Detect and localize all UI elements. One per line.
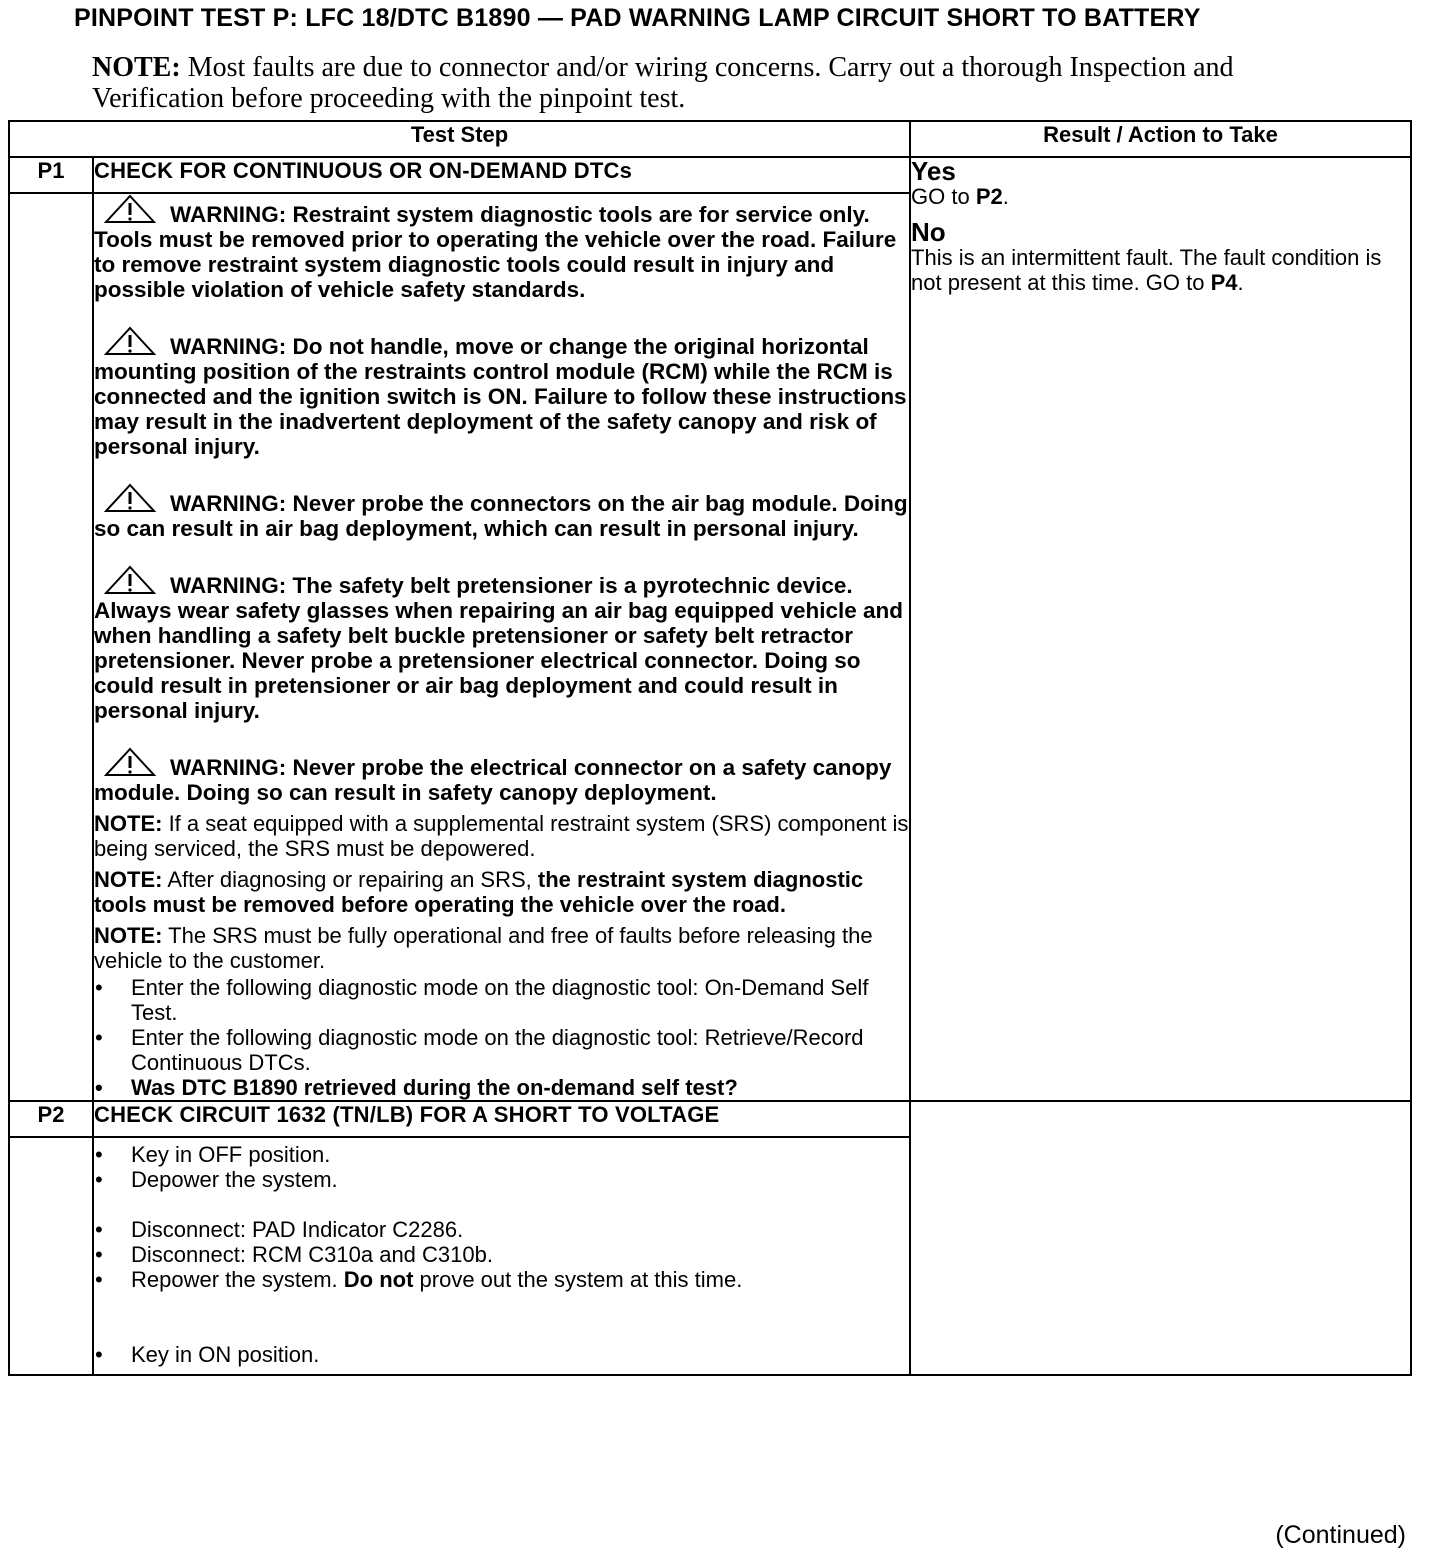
page-title: PINPOINT TEST P: LFC 18/DTC B1890 — PAD WARNING LAMP CIRCUIT SHORT TO BATTERY — [74, 4, 1201, 32]
link-p4: P4 — [1210, 270, 1238, 295]
list-item: • Key in OFF position. — [94, 1142, 909, 1167]
intro-note — [92, 52, 1242, 114]
result-no-label: No — [911, 217, 946, 247]
result-yes-label: Yes — [911, 156, 956, 186]
note-2: NOTE: After diagnosing or repairing an SRS, the restraint system diagnostic tools must be removed before operating the vehicle over the road. — [94, 867, 864, 917]
note-3: NOTE: The SRS must be fully operational and free of faults before releasing the vehicle to the customer. — [94, 923, 873, 973]
warning-triangle-icon — [104, 194, 156, 224]
step-body-p1 — [93, 193, 910, 1101]
warning-triangle-icon — [104, 565, 156, 595]
step-id-p2: P2 — [9, 1101, 93, 1137]
intro-note-label: NOTE: — [92, 52, 181, 83]
continued-label: (Continued) — [1275, 1521, 1406, 1549]
result-cell-p2 — [910, 1101, 1411, 1375]
result-yes-action: GO to P2. — [911, 184, 1009, 209]
warning-1: WARNING: Restraint system diagnostic tools are for service only. Tools must be removed prior to operating the vehicle over the road. Failure to remove restraint system diagnostic tools could result in injury and possible violation of vehicle safety standards. — [94, 194, 909, 302]
note-1: NOTE: If a seat equipped with a supplemental restraint system (SRS) component is being serviced, the SRS must be depowered. — [94, 811, 909, 861]
step-list-p1 — [94, 975, 909, 1100]
list-item: • Disconnect: PAD Indicator C2286. — [94, 1217, 909, 1242]
pinpoint-test-table — [8, 120, 1412, 1376]
warning-3: WARNING: Never probe the connectors on the air bag module. Doing so can result in air bag deployment, which can result in personal injury. — [94, 483, 909, 541]
intro-note-text: Most faults are due to connector and/or wiring concerns. Carry out a thorough Inspection and Verification before proceeding with the pinpoint test. — [92, 52, 1234, 114]
warning-triangle-icon — [104, 483, 156, 513]
step-id-blank-p1 — [9, 193, 93, 1101]
list-item: • Enter the following diagnostic mode on the diagnostic tool: Retrieve/Record Continuous DTCs. — [94, 1025, 909, 1075]
warning-triangle-icon — [104, 326, 156, 356]
list-item: • Key in ON position. — [94, 1342, 909, 1367]
step-heading-p1: CHECK FOR CONTINUOUS OR ON-DEMAND DTCs — [93, 157, 910, 193]
list-item: • Repower the system. Do not prove out the system at this time. — [94, 1267, 909, 1292]
result-no-action: This is an intermittent fault. The fault condition is not present at this time. GO to P4. — [911, 245, 1382, 295]
warning-4: WARNING: The safety belt pretensioner is a pyrotechnic device. Always wear safety glasses when repairing an air bag equipped vehicle and when handling a safety belt buckle pretensioner or safety belt retractor pretensioner. Never probe a pretensioner electrical connector. Doing so could result in pretensioner or air bag deployment and could result in personal injury. — [94, 565, 909, 723]
step-heading-p2: CHECK CIRCUIT 1632 (TN/LB) FOR A SHORT TO VOLTAGE — [93, 1101, 910, 1137]
list-item: • Disconnect: RCM C310a and C310b. — [94, 1242, 909, 1267]
result-cell-p1 — [910, 157, 1411, 1101]
header-test-step: Test Step — [9, 121, 910, 157]
step-question-p1: • Was DTC B1890 retrieved during the on-demand self test? — [94, 1075, 909, 1100]
step-list-p2 — [94, 1142, 909, 1192]
link-p2: P2 — [975, 184, 1003, 209]
step-id-p1: P1 — [9, 157, 93, 193]
warning-triangle-icon — [104, 747, 156, 777]
list-item: • Enter the following diagnostic mode on the diagnostic tool: On-Demand Self Test. — [94, 975, 909, 1025]
list-item: • Depower the system. — [94, 1167, 909, 1192]
header-result-action: Result / Action to Take — [910, 121, 1411, 157]
warning-2: WARNING: Do not handle, move or change the original horizontal mounting position of the restraints control module (RCM) while the RCM is connected and the ignition switch is ON. Failure to follow these instructions may result in the inadvertent deployment of the safety canopy and risk of personal injury. — [94, 326, 909, 459]
step-body-p2 — [93, 1137, 910, 1375]
step-id-blank-p2 — [9, 1137, 93, 1375]
warning-5: WARNING: Never probe the electrical connector on a safety canopy module. Doing so can result in safety canopy deployment. — [94, 747, 909, 805]
